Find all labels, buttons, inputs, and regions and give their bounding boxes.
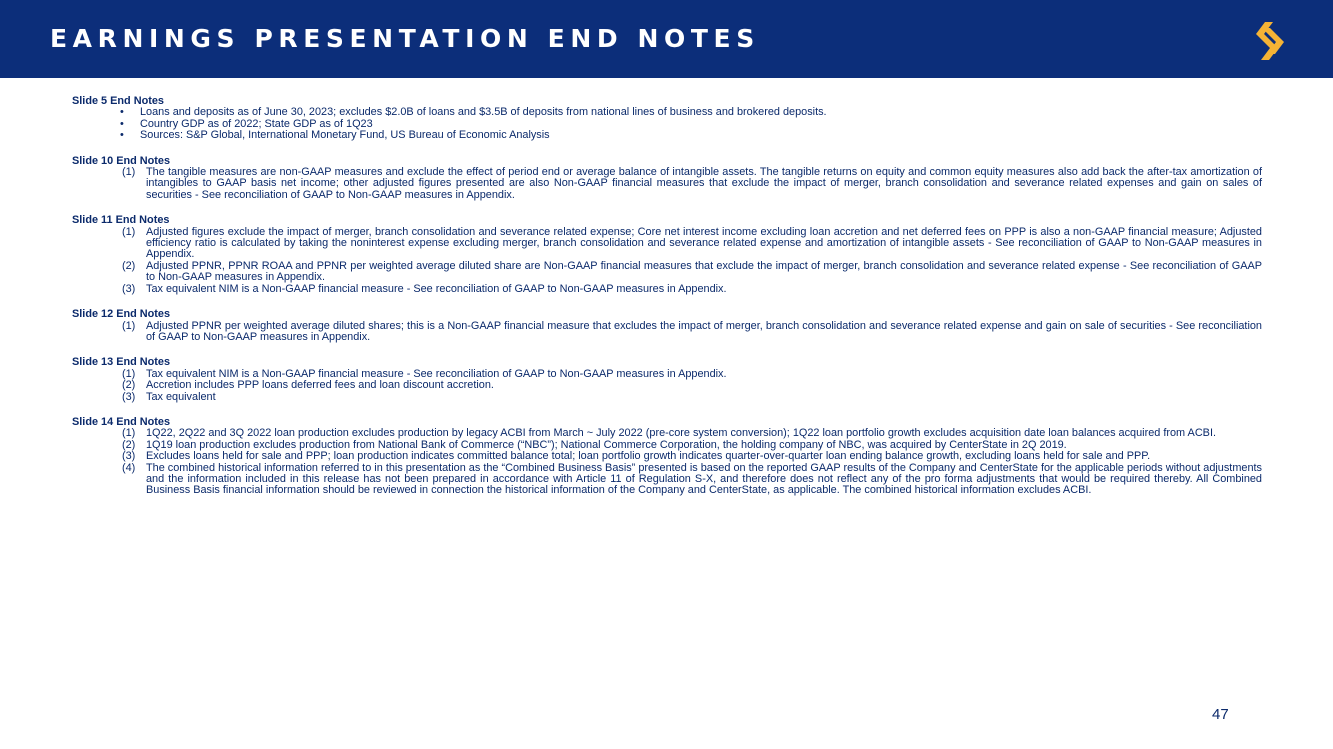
section-title: Slide 10 End Notes bbox=[72, 154, 171, 167]
end-notes-section bbox=[72, 417, 1262, 497]
note-text: Adjusted figures exclude the impact of merger, branch consolidation and severance related expense; Core net interest income excluding loan accretion and net deferred fees on PPP is also a non-GAAP financial measure; Adjusted efficiency ratio is calculated by taking the noninterest expense excluding merger, branch consolidation and severance related expense and amortization of intangible assets - See reconciliation of GAAP to Non-GAAP measures in Appendix. bbox=[146, 225, 1262, 261]
note-item bbox=[122, 167, 1262, 201]
numbered-notes-list bbox=[72, 428, 1262, 496]
header-bar bbox=[0, 0, 1333, 78]
note-text: Adjusted PPNR per weighted average diluted shares; this is a Non-GAAP financial measure that excludes the impact of merger, branch consolidation and severance related expense and gain on sale of securities - See reconciliation of GAAP to Non-GAAP measures in Appendix. bbox=[146, 319, 1262, 343]
note-number: (2) bbox=[122, 438, 136, 451]
numbered-notes-list bbox=[72, 321, 1262, 344]
note-number: (1) bbox=[122, 427, 136, 440]
note-text: Tax equivalent bbox=[146, 390, 216, 403]
section-title: Slide 11 End Notes bbox=[72, 214, 170, 227]
note-number: (2) bbox=[122, 379, 136, 392]
note-text: The tangible measures are non-GAAP measures and exclude the effect of period end or average balance of intangible assets. The tangible returns on equity and common equity measures also add back the after-tax amortization of intangibles to GAAP basis net income; other adjusted figures presented are also Non-GAAP financial measures that exclude the impact of merger, branch consolidation and severance related expenses and gain on sales of securities - See reconciliation of GAAP to Non-GAAP measures in Appendix. bbox=[146, 166, 1262, 201]
note-number: (2) bbox=[122, 259, 136, 272]
note-number: (1) bbox=[122, 367, 136, 380]
note-item bbox=[122, 380, 1262, 391]
bullet-item: • Country GDP as of 2022; State GDP as of 1Q23 bbox=[120, 119, 1262, 130]
bullet-list bbox=[72, 107, 1262, 141]
note-text: Excludes loans held for sale and PPP; loan production indicates committed balance total; loan portfolio growth indicates quarter-over-quarter loan ending balance growth, excluding loans held for sale and PPP. bbox=[146, 450, 1151, 463]
note-text: Tax equivalent NIM is a Non-GAAP financial measure - See reconciliation of GAAP to Non-GAAP measures in Appendix. bbox=[146, 282, 727, 295]
note-number: (1) bbox=[122, 225, 136, 238]
end-notes-content bbox=[72, 96, 1262, 511]
note-item bbox=[122, 284, 1262, 295]
note-text: 1Q19 loan production excludes production from National Bank of Commerce (“NBC”); National Commerce Corporation, the holding company of NBC, was acquired by CenterState in 2Q 2019. bbox=[146, 438, 1067, 451]
end-notes-section bbox=[72, 309, 1262, 343]
numbered-notes-list bbox=[72, 167, 1262, 201]
note-item bbox=[122, 451, 1262, 462]
page-number: 47 bbox=[1212, 706, 1229, 723]
note-text: Tax equivalent NIM is a Non-GAAP financial measure - See reconciliation of GAAP to Non-GAAP measures in Appendix. bbox=[146, 367, 727, 380]
note-number: (4) bbox=[122, 461, 136, 474]
note-number: (1) bbox=[122, 166, 136, 179]
note-item bbox=[122, 321, 1262, 344]
numbered-notes-list bbox=[72, 227, 1262, 295]
numbered-notes-list bbox=[72, 369, 1262, 403]
bullet-item: • Loans and deposits as of June 30, 2023; excludes $2.0B of loans and $3.5B of deposits from national lines of business and brokered deposits. bbox=[120, 107, 1262, 118]
end-notes-section bbox=[72, 357, 1262, 403]
end-notes-section bbox=[72, 215, 1262, 295]
section-title: Slide 13 End Notes bbox=[72, 356, 171, 369]
stripes-s-logo-icon bbox=[1256, 22, 1286, 60]
note-number: (3) bbox=[122, 450, 136, 463]
note-text: 1Q22, 2Q22 and 3Q 2022 loan production excludes production by legacy ACBI from March ~ July 2022 (pre-core system conversion); 1Q22 loan portfolio growth excludes acquisition date loan balances acquired from ACBI. bbox=[146, 427, 1216, 440]
note-text: Adjusted PPNR, PPNR ROAA and PPNR per weighted average diluted share are Non-GAAP financial measures that exclude the impact of merger, branch consolidation and severance related expense - See reconciliation of GAAP to Non-GAAP measures in Appendix. bbox=[146, 259, 1262, 284]
section-title: Slide 12 End Notes bbox=[72, 308, 171, 321]
note-text: The combined historical information referred to in this presentation as the “Combined Business Basis” presented is based on the reported GAAP results of the Company and CenterState for the applicable periods without adjustments and the information included in this release has not been prepared in accordance with Article 11 of Regulation S-X, and therefore does not reflect any of the pro forma adjustments that would be required thereby. All Combined Business Basis financial information should be reviewed in connection the historical information of the Company and CenterState, as applicable. The combined historical information excludes ACBI. bbox=[146, 461, 1262, 497]
note-item bbox=[122, 227, 1262, 261]
end-notes-section bbox=[72, 96, 1262, 142]
note-item bbox=[122, 392, 1262, 403]
note-text: Accretion includes PPP loans deferred fees and loan discount accretion. bbox=[146, 379, 494, 392]
note-item bbox=[122, 261, 1262, 284]
note-number: (3) bbox=[122, 282, 136, 295]
note-item bbox=[122, 463, 1262, 497]
section-title: Slide 5 End Notes bbox=[72, 95, 164, 107]
note-number: (1) bbox=[122, 319, 136, 332]
page-title: EARNINGS PRESENTATION END NOTES bbox=[50, 24, 760, 53]
section-title: Slide 14 End Notes bbox=[72, 415, 171, 428]
end-notes-section bbox=[72, 156, 1262, 202]
bullet-item: • Sources: S&P Global, International Monetary Fund, US Bureau of Economic Analysis bbox=[120, 130, 1262, 141]
note-number: (3) bbox=[122, 390, 136, 403]
